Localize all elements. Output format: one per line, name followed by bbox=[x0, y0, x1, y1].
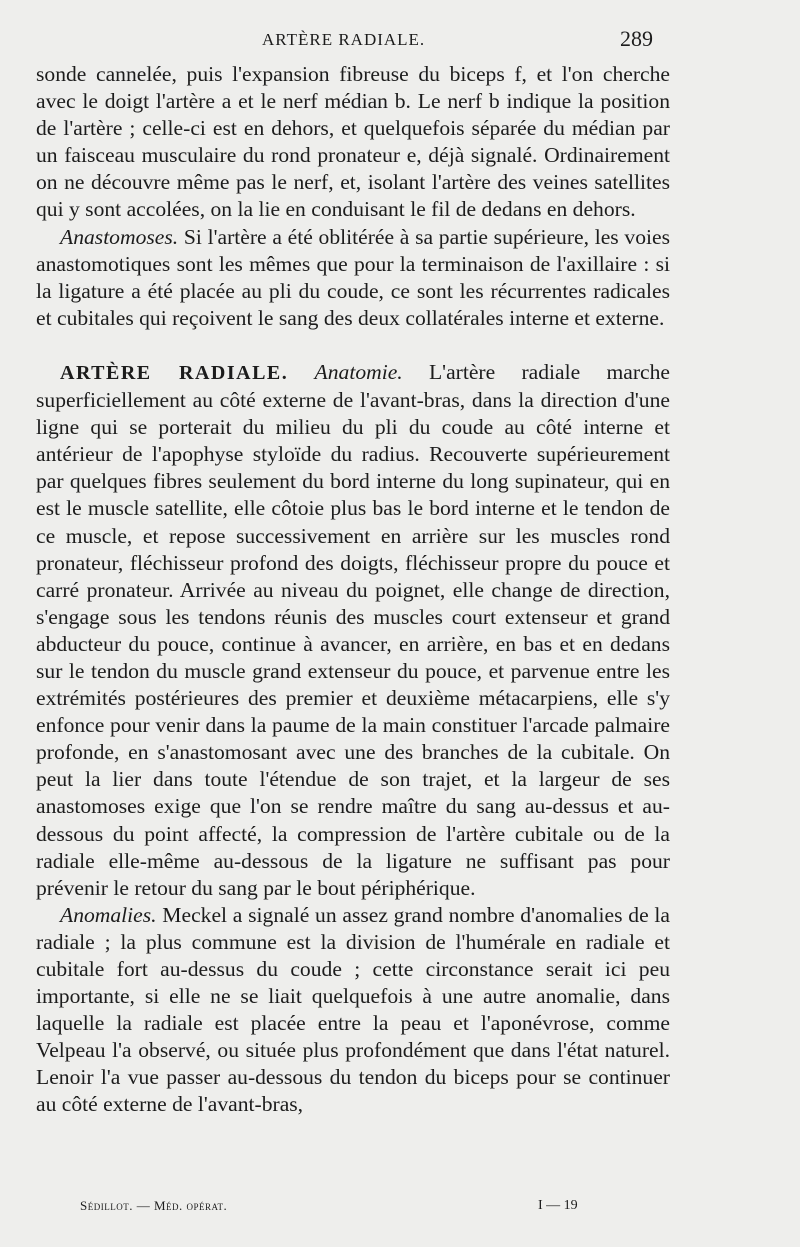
section-artere-radiale bbox=[36, 359, 670, 902]
paragraph-anomalies bbox=[36, 902, 670, 1119]
footer-signature: I — 19 bbox=[538, 1198, 578, 1213]
running-header bbox=[0, 26, 800, 56]
paragraph-text: sonde cannelée, puis l'expansion fibreuse du biceps f, et l'on cherche avec le doigt l'artère a et le nerf médian b. Le nerf b indique la position de l'artère ; celle-ci est en dehors, et quelquefois séparée du médian par un faisceau musculaire du rond pronateur e, déjà signalé. Ordinairement on ne découvre même pas le nerf, et, isolant l'artère des veines satellites qui y sont accolées, on la lie en conduisant le fil de dedans en dehors. bbox=[36, 62, 670, 222]
running-title: ARTÈRE RADIALE. bbox=[262, 30, 426, 49]
footer-author: Sédillot. — Méd. opérat. bbox=[80, 1198, 228, 1213]
paragraph-label: Anastomoses. bbox=[60, 224, 179, 249]
paragraph-text: Meckel a signalé un assez grand nombre d'anomalies de la radiale ; la plus commune est la division de l'humérale en radiale et cubitale fort au-dessus du coude ; cette circonstance serait ici peu importante, si elle ne se liait quelquefois à une autre anomalie, dans laquelle la radiale est placée entre la peau et l'aponévrose, comme Velpeau l'a observé, ou située plus profondément que dans l'état naturel. Lenoir l'a vue passer au-dessous du tendon du biceps pour se continuer au côté externe de l'avant-bras, bbox=[36, 902, 670, 1117]
page-body bbox=[36, 61, 670, 1119]
paragraph-label: Anatomie. bbox=[314, 359, 403, 384]
paragraph-text: L'artère radiale marche superficiellement au côté externe de l'avant-bras, dans la direction d'une ligne qui se porterait du milieu du pli du coude au côté interne et antérieur de l'apophyse styloïde du radius. Recouverte supérieurement par quelques fibres seulement du bord interne du long supinateur, qui en est le muscle satellite, elle côtoie plus bas le bord interne et le tendon de ce muscle, et repose successivement en arrière sur les muscles rond pronateur, fléchisseur profond des doigts, fléchisseur propre du pouce et carré pronateur. Arrivée au niveau du poignet, elle change de direction, s'engage sous les tendons réunis des muscles court extenseur et grand abducteur du pouce, continue à avancer, en arrière, en bas et en dedans sur le tendon du muscle grand extenseur du pouce, et parvenue entre les extrémités postérieures des premier et deuxième métacarpiens, elle s'y enfonce pour venir dans la paume de la main constituer l'arcade palmaire profonde, en s'anastomosant avec une des branches de la cubitale. On peut la lier dans toute l'étendue de son trajet, et la largeur de ses anastomoses exige que l'on se rendre maître du sang au-dessus et au-dessous du point affecté, la compression de l'artère cubitale ou de la radiale elle-même au-dessous de la ligature ne suffisant pas pour prévenir le retour du sang par le bout périphérique. bbox=[36, 359, 671, 900]
paragraph-text: Si l'artère a été oblitérée à sa partie supérieure, les voies anastomotiques sont les mêmes que pour la terminaison de l'axillaire : si la ligature a été placée au pli du coude, ce sont les récurrentes radicales et cubitales qui reçoivent le sang des deux collatérales interne et externe. bbox=[36, 224, 670, 330]
paragraph-anastomoses bbox=[36, 224, 670, 332]
section-heading: ARTÈRE RADIALE. bbox=[60, 361, 289, 384]
page-footer bbox=[0, 1196, 800, 1220]
paragraph-label: Anomalies. bbox=[60, 902, 157, 927]
page-number: 289 bbox=[620, 26, 653, 51]
paragraph-continuation bbox=[36, 61, 670, 224]
